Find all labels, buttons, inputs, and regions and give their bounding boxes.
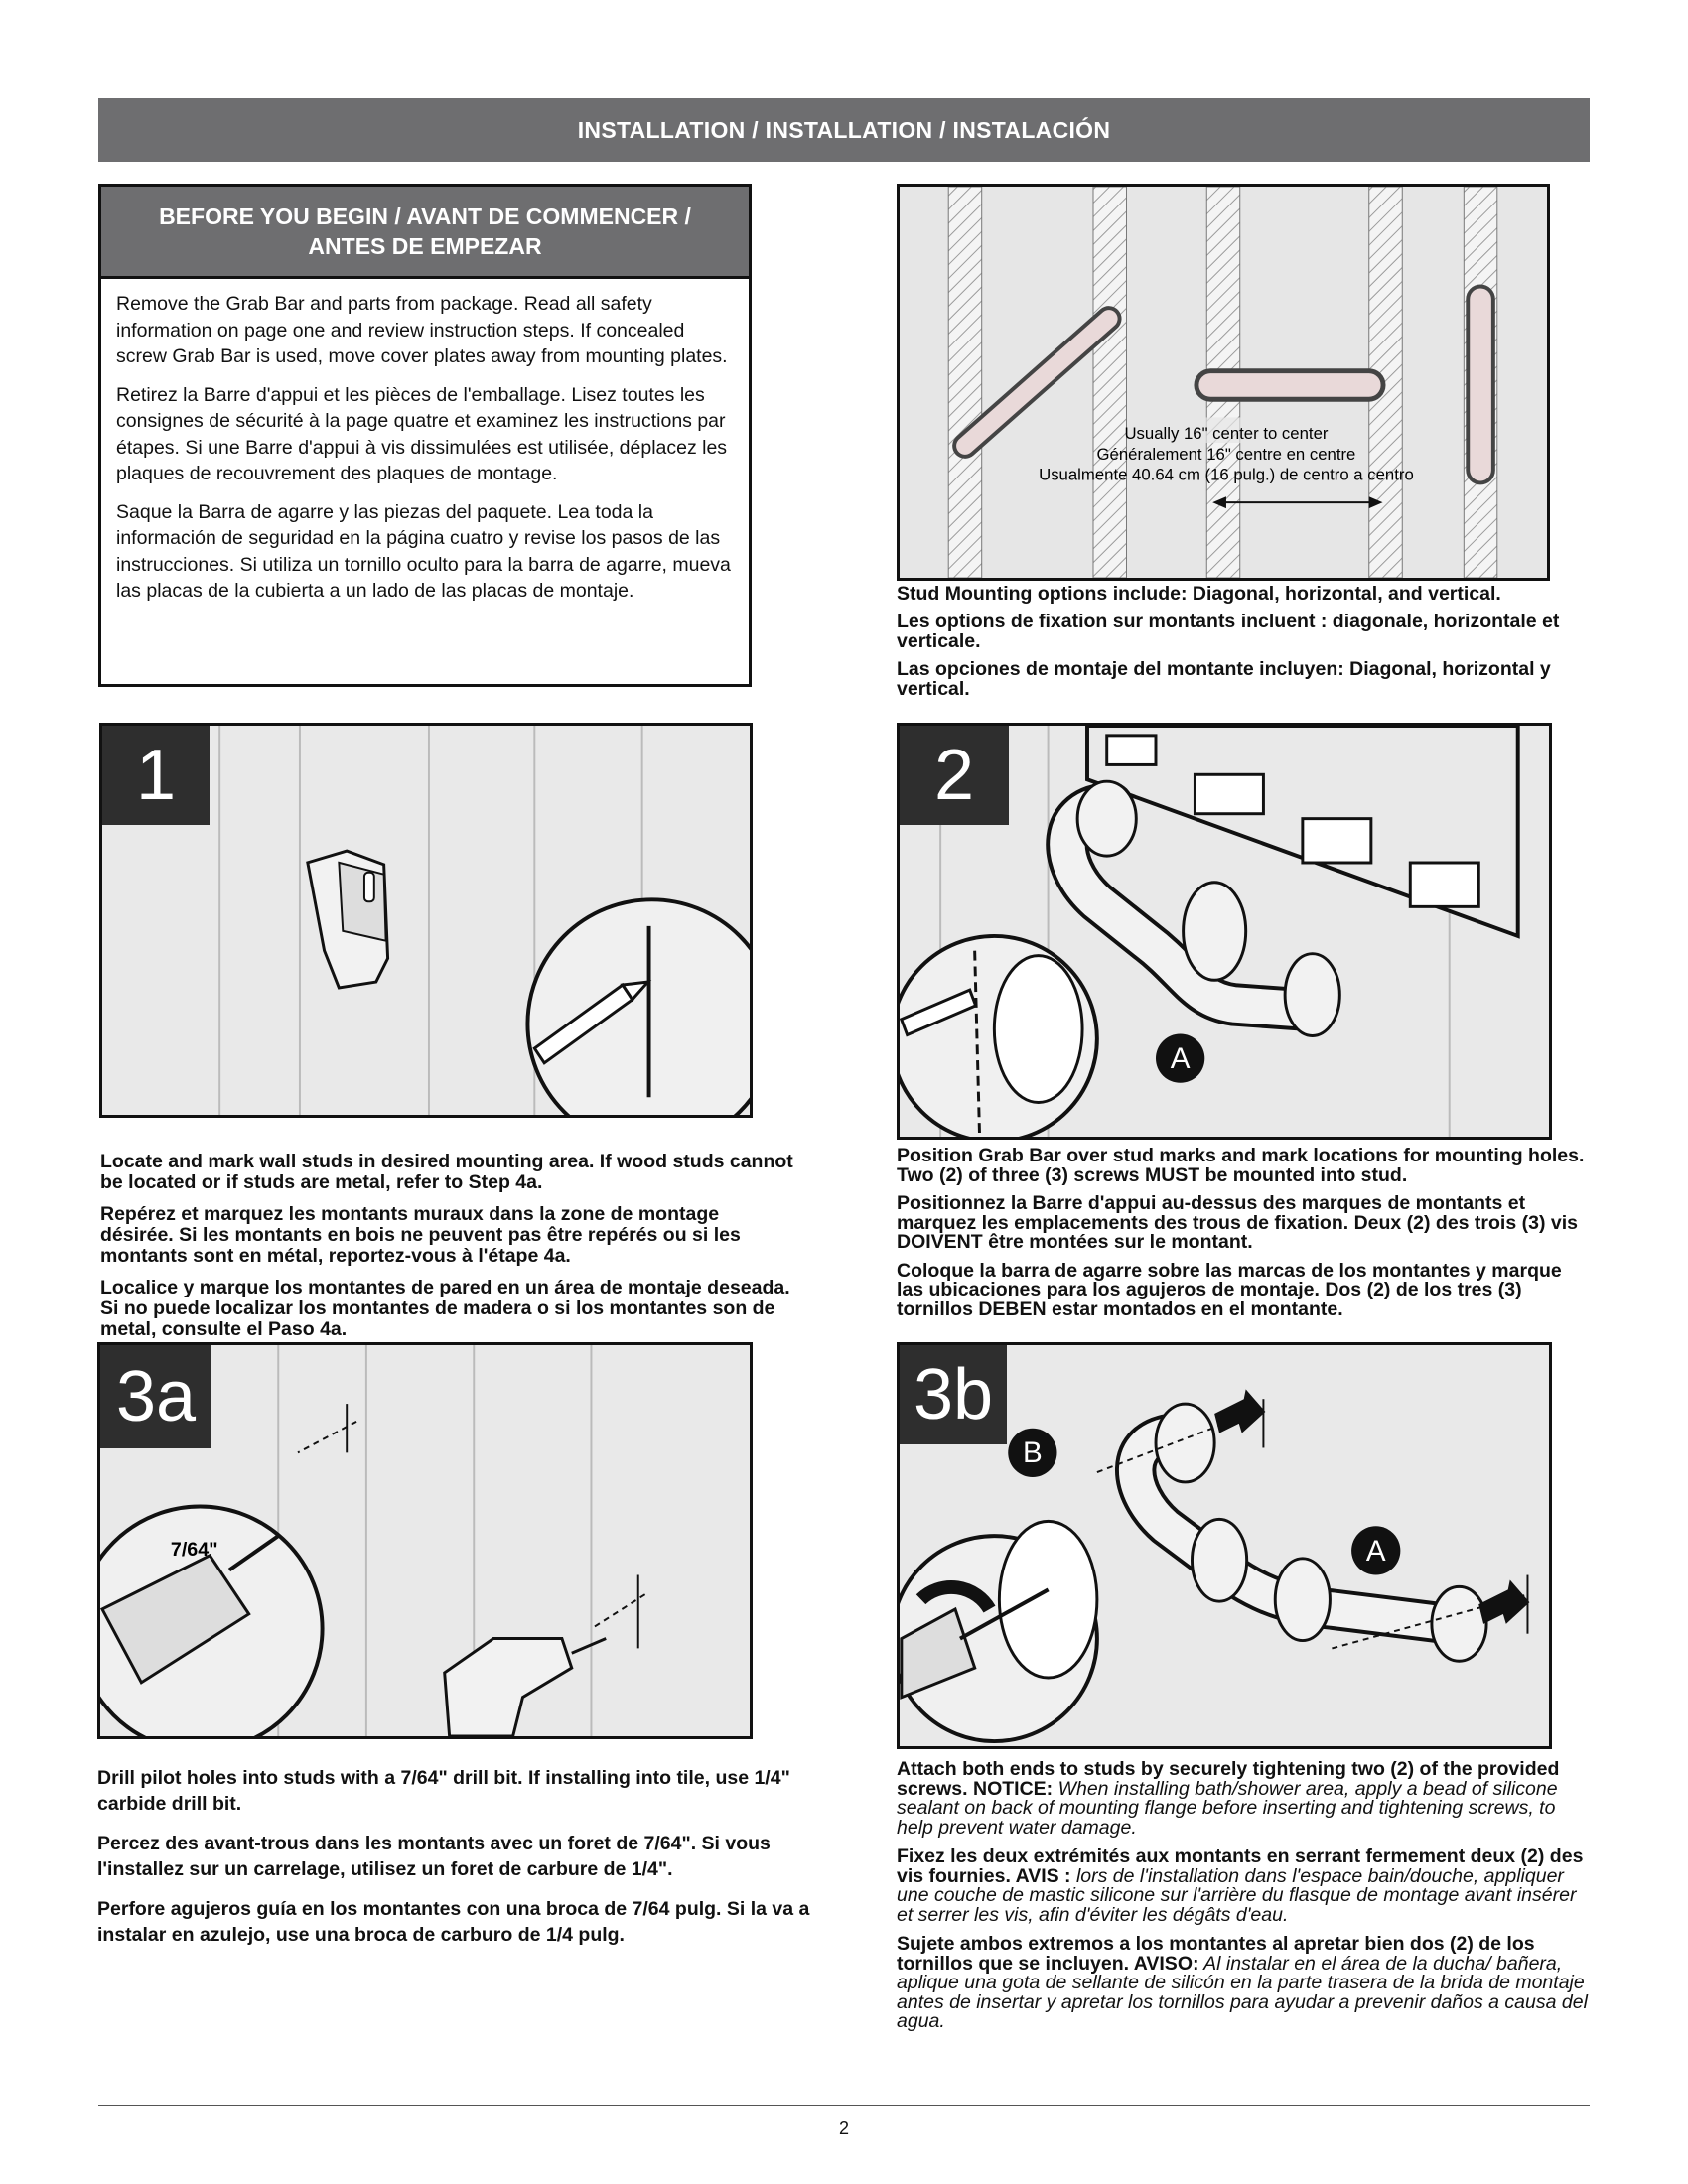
step-3a-fr: Percez des avant-trous dans les montants avec un foret de 7/64". Si vous l'installez sur un carrelage, utilisez un foret de carbure de 1/4".: [97, 1833, 771, 1880]
step-3a-figure: [97, 1342, 753, 1739]
before-you-begin-fr: Retirez la Barre d'appui et les pièces de l'emballage. Lisez toutes les consignes de sécurité à la page quatre et examinez les instructions par étapes. Si une Barre d'appui à vis dissimulées est utilisée, déplacez les plaques de recouvrement des plaques de montage.: [116, 383, 728, 484]
spacing-label-en: Usually 16" center to center: [1124, 424, 1329, 444]
callout-a-label: A: [1365, 1534, 1386, 1568]
step-3b-fr: Fixez les deux extrémités aux montants en serrant fermement deux (2) des vis fournies. AVIS : lors de l'installation dans l'espace bain/douche, appliquer une couche de mastic silicone sur l'arrière du flasque de montage avant insérer et serrer les vis, afin d'éviter les dégâts d'eau.: [897, 1845, 1584, 1926]
step-3b-number: 3b: [900, 1345, 1007, 1444]
spacing-label-es: Usualmente 40.64 cm (16 pulg.) de centro a centro: [1039, 465, 1414, 484]
stud-finder-icon: [308, 851, 388, 988]
page-number: 2: [838, 2118, 849, 2138]
drill-icon: [445, 1639, 607, 1737]
step-1-en: Locate and mark wall studs in desired mounting area. If wood studs cannot be located or if studs are metal, refer to Step 4a.: [100, 1151, 793, 1193]
step-1-fr: Repérez et marquez les montants muraux dans la zone de montage désirée. Si les montants en bois ne peuvent pas être repérés ou si les montants sont en métal, reportez-vous à l'étape 4a.: [100, 1203, 741, 1267]
step-2-fr: Positionnez la Barre d'appui au-dessus des marques de montants et marquez les emplacements des trous de fixation. Deux (2) des trois (3) vis DOIVENT être montées sur le montant.: [897, 1192, 1578, 1253]
step-3a-number: 3a: [100, 1345, 211, 1448]
step-1-es: Localice y marque los montantes de pared en un área de montaje deseada. Si no puede localizar los montantes de madera o si los montantes son de metal, consulte el Paso 4a.: [100, 1277, 790, 1340]
stud-mounting-illustration: [900, 187, 1547, 578]
section-header: INSTALLATION / INSTALLATION / INSTALACIÓN: [98, 98, 1590, 162]
spacing-label-fr: Généralement 16" centre en centre: [1096, 444, 1356, 464]
arrow-icon: [1214, 1389, 1265, 1433]
callout-b-label: B: [1023, 1436, 1043, 1470]
step-1-number: 1: [102, 726, 210, 825]
before-you-begin-title-line1: BEFORE YOU BEGIN / AVANT DE COMMENCER /: [159, 204, 691, 229]
stud-mounting-figure: [897, 184, 1550, 581]
arrow-icon: [1478, 1579, 1529, 1623]
step-3a-es: Perfore agujeros guía en los montantes con una broca de 7/64 pulg. Si la va a instalar en azulejo, use una broca de carburo de 1/4 pulg.: [97, 1898, 810, 1946]
stud-mounting-en: Stud Mounting options include: Diagonal, horizontal, and vertical.: [897, 583, 1501, 605]
stud-mounting-fr: Les options de fixation sur montants incluent : diagonale, horizontale et verticale.: [897, 611, 1560, 652]
step-2-en: Position Grab Bar over stud marks and mark locations for mounting holes. Two (2) of three (3) screws MUST be mounted into stud.: [897, 1145, 1585, 1186]
magnifier-circle: [527, 899, 750, 1115]
drill-size-label: 7/64": [170, 1538, 218, 1561]
step-3b-es: Sujete ambos extremos a los montantes al apretar bien dos (2) de los tornillos que se incluyen. AVISO: Al instalar en el área de la ducha/ bañera, aplique una gota de sellante de silicón en la parte trasera de la brida de montaje antes de insertar y apretar los tornillos para ayudar a prevenir daños a causa del agua.: [897, 1933, 1588, 2032]
diagonal-grab-bar: [965, 319, 1109, 446]
before-you-begin-title-line2: ANTES DE EMPEZAR: [308, 233, 542, 259]
step-3a-en: Drill pilot holes into studs with a 7/64" drill bit. If installing into tile, use 1/4" carbide drill bit.: [97, 1767, 790, 1815]
level-tool-icon: [1087, 726, 1518, 936]
callout-a-label: A: [1170, 1042, 1191, 1075]
step-3b-figure: [897, 1342, 1552, 1749]
step-3b-en: Attach both ends to studs by securely tightening two (2) of the provided screws. NOTICE: When installing bath/shower area, apply a bead of silicone sealant on back of mounting flange before inserting and tightening screws, to help prevent water damage.: [897, 1758, 1560, 1839]
magnifier-circle: [900, 936, 1097, 1137]
before-you-begin-box: [98, 184, 752, 687]
step-1-figure: [99, 723, 753, 1118]
magnifier-circle: [900, 1521, 1097, 1741]
before-you-begin-es: Saque la Barra de agarre y las piezas del paquete. Lea toda la información de seguridad en la página cuatro y revise los pasos de las instrucciones. Si utiliza un tornillo oculto para la barra de agarre, mueva las placas de la cubierta a un lado de las placas de montaje.: [116, 500, 731, 602]
step-2-es: Coloque la barra de agarre sobre las marcas de los montantes y marque las ubicaciones para los agujeros de montaje. Dos (2) de los tres (3) tornillos DEBEN estar montados en el montante.: [897, 1259, 1562, 1320]
footer-divider: [98, 2105, 1590, 2106]
before-you-begin-title: [101, 187, 749, 279]
step-2-figure: [897, 723, 1552, 1140]
stud-mounting-es: Las opciones de montaje del montante incluyen: Diagonal, horizontal y vertical.: [897, 658, 1551, 700]
grab-bar-icon: [1136, 1404, 1486, 1661]
before-you-begin-en: Remove the Grab Bar and parts from package. Read all safety information on page one and review instruction steps. If concealed screw Grab Bar is used, move cover plates away from mounting plates.: [116, 293, 728, 367]
step-2-number: 2: [900, 726, 1009, 825]
